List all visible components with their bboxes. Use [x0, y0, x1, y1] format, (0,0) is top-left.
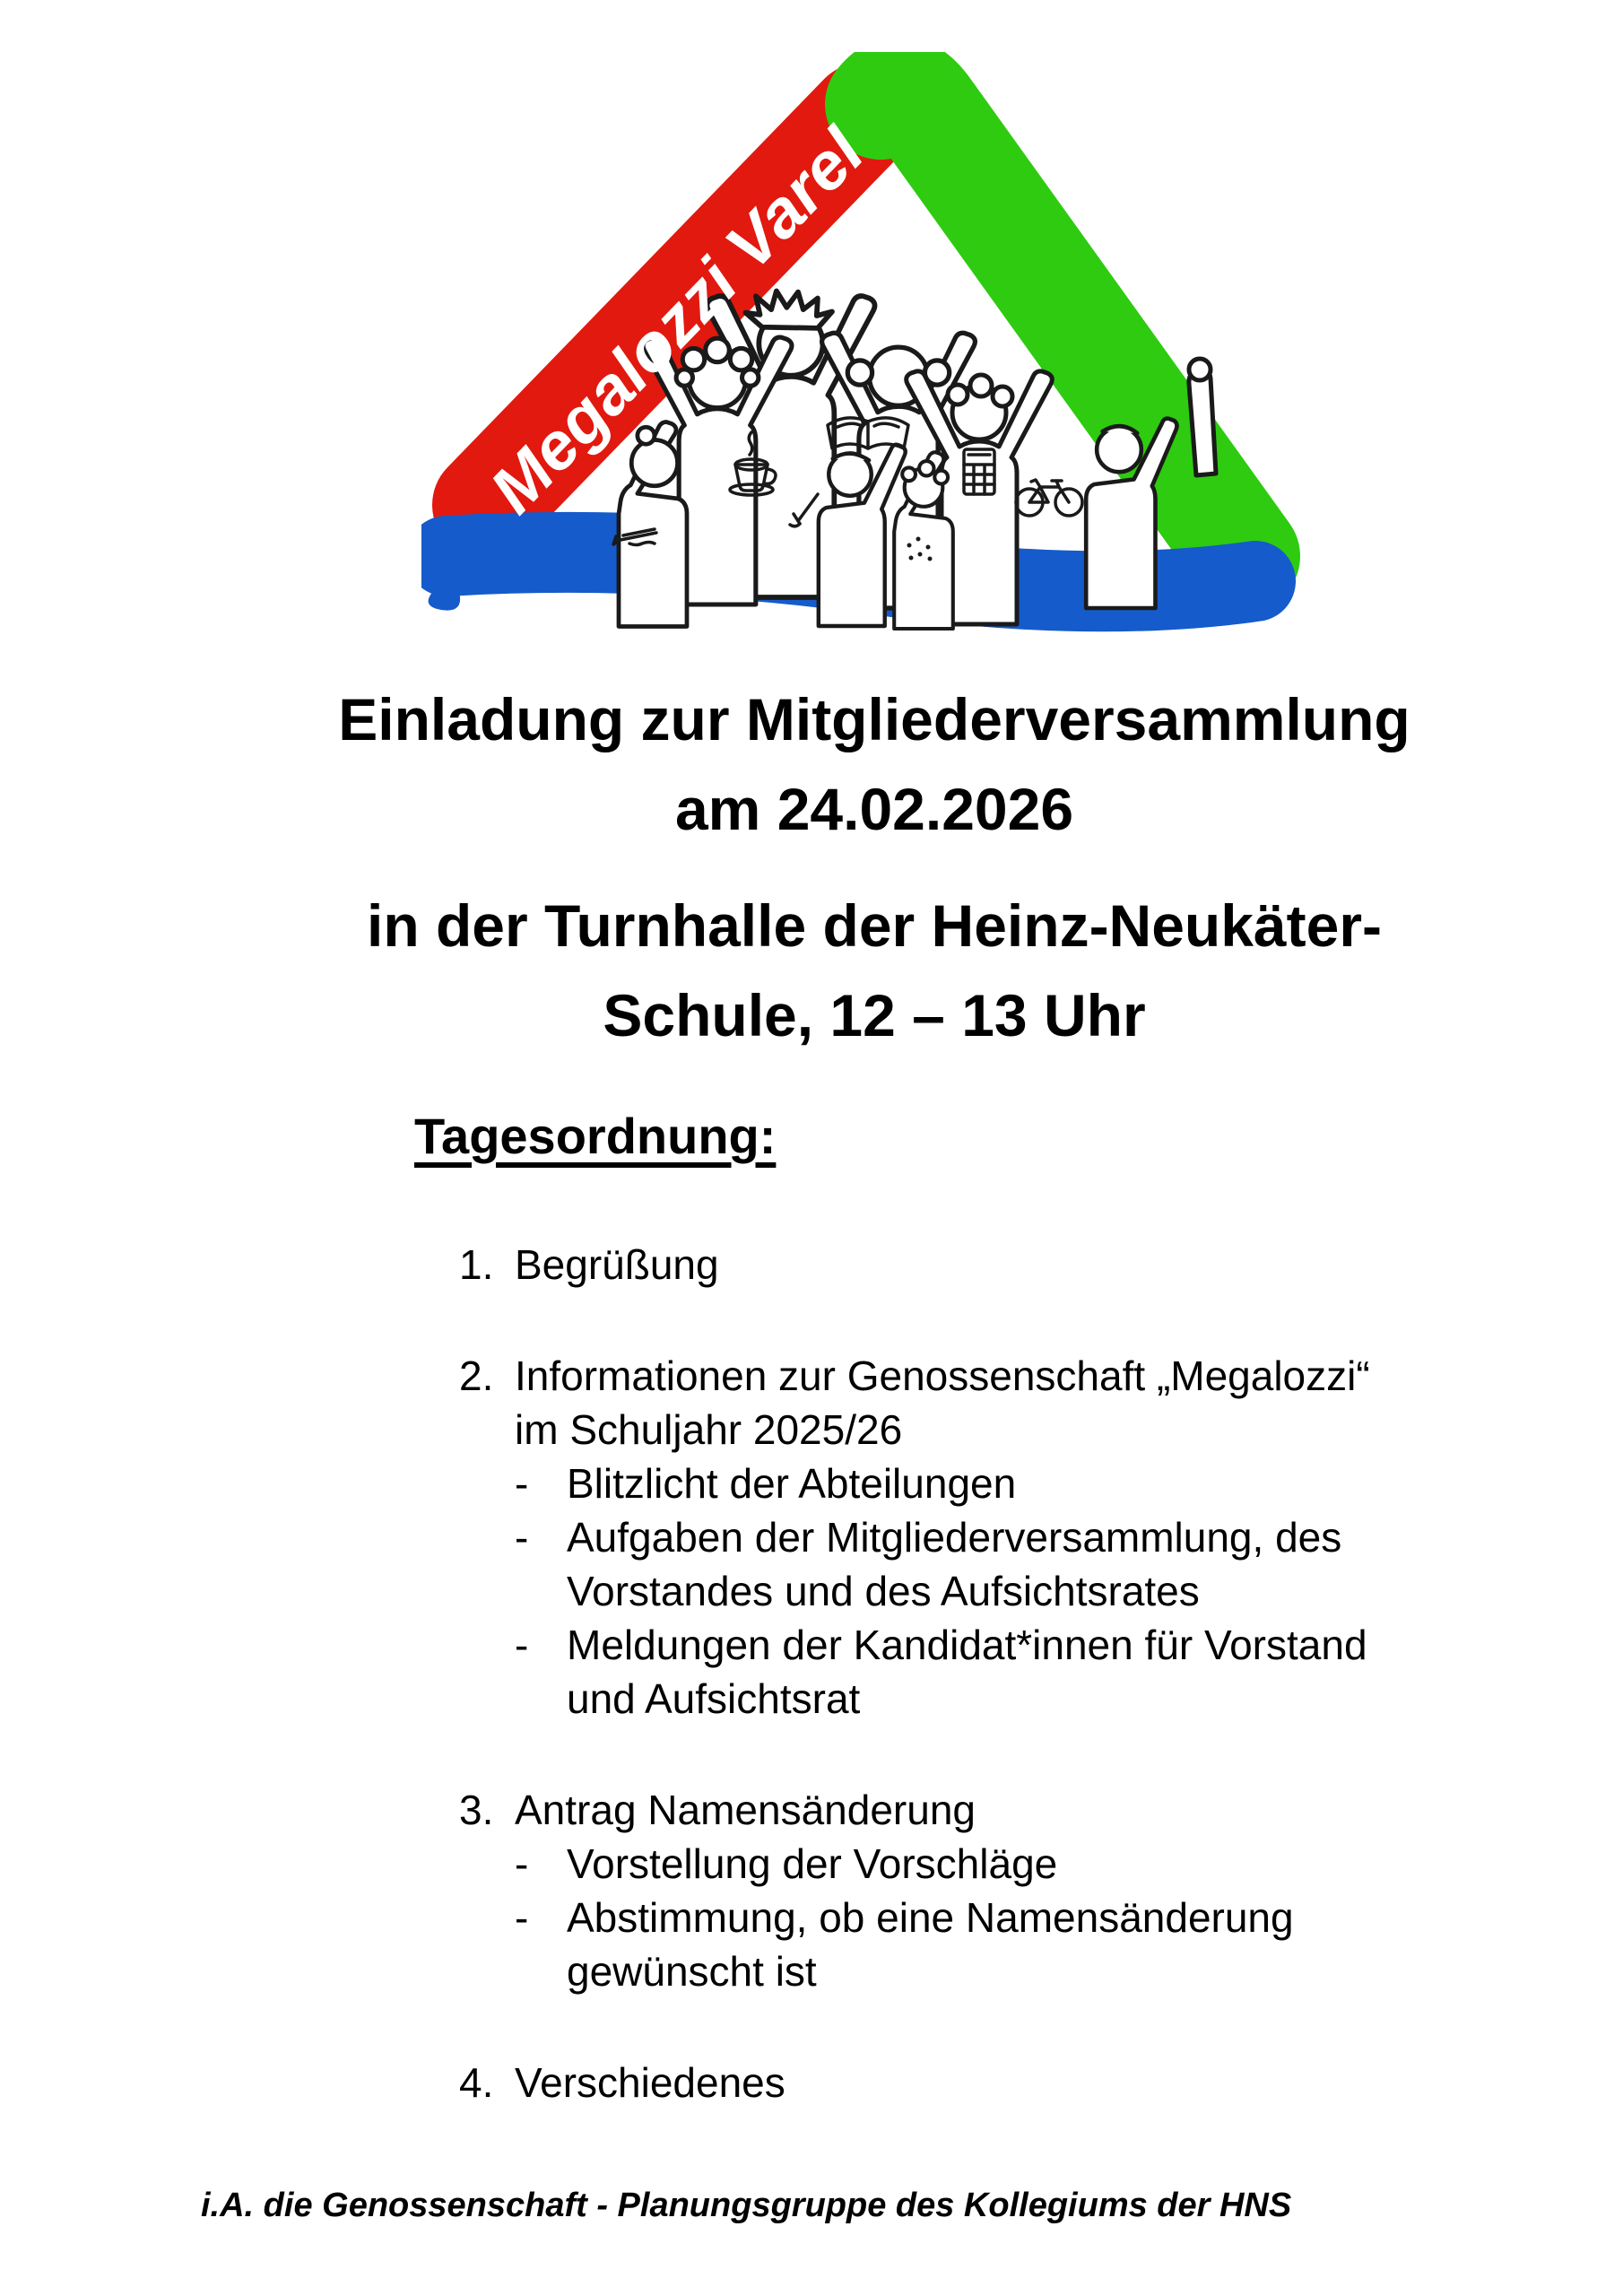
agenda-subitem [515, 1510, 1544, 1618]
agenda-subitem-text: Blitzlicht der Abteilungen [567, 1460, 1017, 1507]
agenda-item-number: 2. [459, 1352, 494, 1399]
agenda-item-number: 1. [459, 1241, 494, 1288]
agenda-subitem-text: Aufgaben der Mitgliederversammlung, des [567, 1514, 1342, 1561]
title-line-4: Schule, 12 – 13 Uhr [603, 982, 1146, 1048]
footer-signature: i.A. die Genossenschaft - Planungsgruppe des Kollegiums der HNS [201, 2187, 1292, 2224]
dash-marker: - [515, 1622, 529, 1668]
dash-marker: - [515, 1514, 529, 1561]
agenda-subitem-text: gewünscht ist [567, 1948, 817, 1995]
agenda-subitem [515, 1457, 1544, 1510]
agenda-item-body [515, 2056, 1544, 2109]
agenda-subitem-body [567, 1837, 1544, 1891]
agenda-subitem-text: und Aufsichtsrat [567, 1675, 861, 1722]
megalozzi-varel-logo [421, 52, 1318, 644]
agenda-item-text: Informationen zur Genossenschaft „Megalozzi“ [515, 1352, 1370, 1399]
bicycle-icon [1016, 480, 1082, 516]
agenda-subitem-body [567, 1457, 1544, 1510]
agenda-item-number: 4. [459, 2059, 494, 2106]
agenda-heading: Tagesordnung: [414, 1108, 777, 1164]
agenda-subitem-body [567, 1510, 1544, 1618]
person-small-left [619, 422, 687, 627]
agenda-subitem [515, 1837, 1544, 1891]
agenda-subitem-body [567, 1891, 1544, 1998]
raised-arm [1189, 359, 1216, 475]
logo-text: Megalozzi Varel [475, 121, 871, 527]
title-block [126, 674, 1623, 1060]
title-line-2: am 24.02.2026 [674, 776, 1074, 842]
agenda-subitem [515, 1891, 1544, 1998]
agenda-list [459, 1238, 1544, 2109]
agenda-item-body [515, 1238, 1544, 1292]
dash-marker: - [515, 1894, 529, 1941]
agenda-subitem-body [567, 1618, 1544, 1726]
agenda-item-text: Verschiedenes [515, 2059, 785, 2106]
logo-triangle-icon [421, 52, 1318, 644]
agenda-item-text: Antrag Namensänderung [515, 1787, 976, 1833]
dash-marker: - [515, 1840, 529, 1887]
agenda-item-body [515, 1349, 1544, 1726]
calculator-icon [964, 449, 994, 494]
agenda-item-number: 3. [459, 1787, 494, 1833]
agenda-item-text: im Schuljahr 2025/26 [515, 1406, 903, 1453]
title-line-1: Einladung zur Mitgliederversammlung [338, 686, 1410, 752]
agenda-item-text: Begrüßung [515, 1241, 719, 1288]
agenda-subitem-text: Meldungen der Kandidat*innen für Vorstand [567, 1622, 1367, 1668]
agenda-subitem-text: Vorstandes und des Aufsichtsrates [567, 1568, 1200, 1614]
title-line-3: in der Turnhalle der Heinz-Neukäter- [367, 892, 1382, 959]
dash-marker: - [515, 1460, 529, 1507]
person-small-right [894, 452, 953, 629]
agenda-item-2 [459, 1349, 1544, 1726]
agenda-item-3 [459, 1783, 1544, 1998]
agenda-item-body [515, 1783, 1544, 1998]
agenda-subitem-text: Vorstellung der Vorschläge [567, 1840, 1058, 1887]
agenda-item-1 [459, 1238, 1544, 1292]
agenda-subitem [515, 1618, 1544, 1726]
agenda-subitem-text: Abstimmung, ob eine Namensänderung [567, 1894, 1294, 1941]
agenda-item-4 [459, 2056, 1544, 2109]
